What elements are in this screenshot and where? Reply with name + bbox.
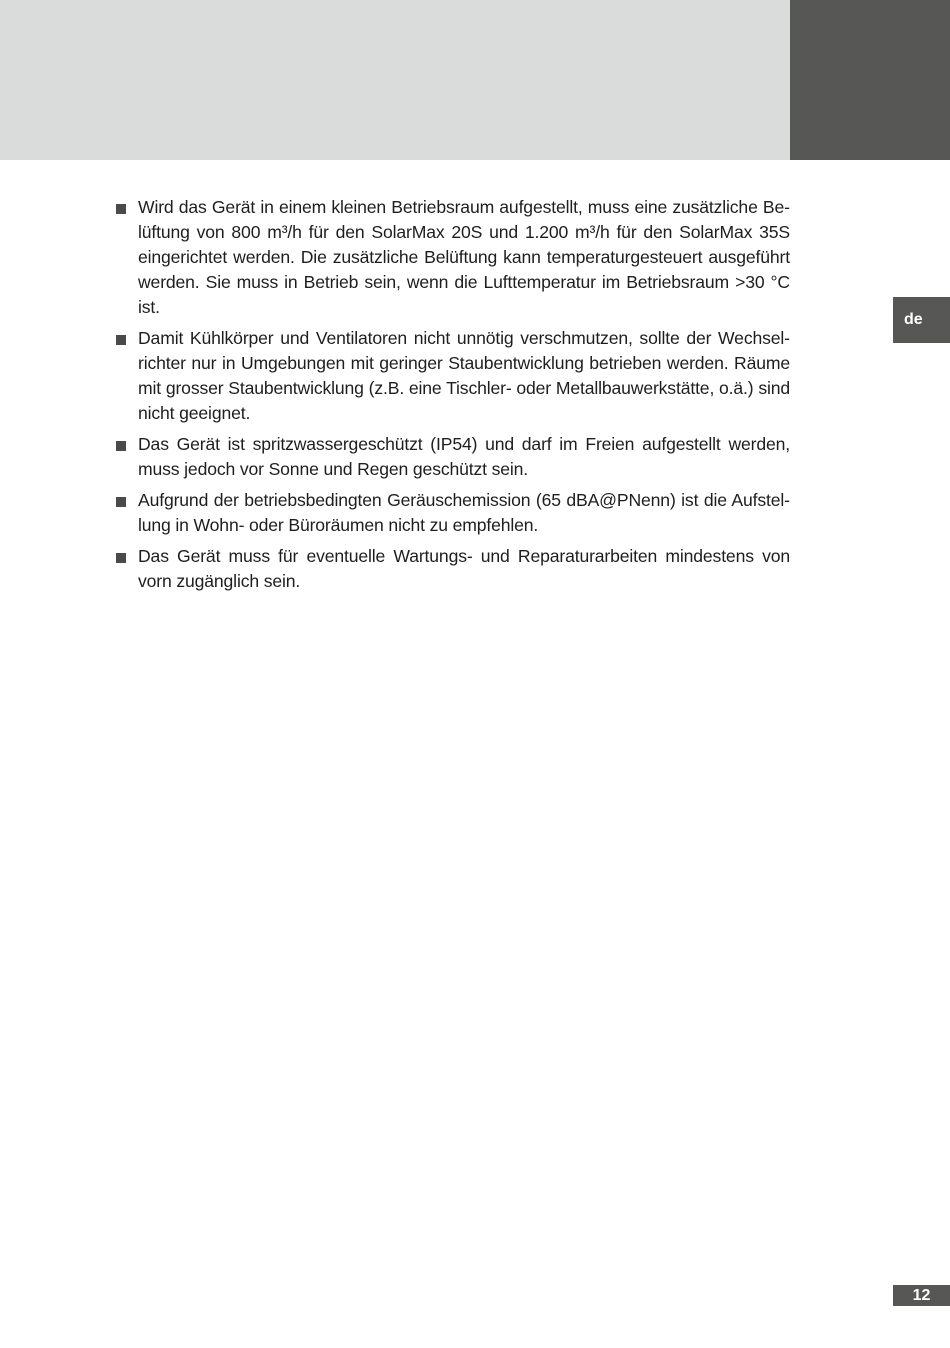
bullet-square-icon (116, 553, 126, 563)
bullet-list (112, 195, 790, 600)
list-item (112, 544, 790, 594)
list-item (112, 432, 790, 482)
page-number: 12 (893, 1285, 950, 1306)
bullet-square-icon (116, 204, 126, 214)
bullet-square-icon (116, 497, 126, 507)
list-item-text: Das Gerät muss für eventuelle Wartungs- und Reparaturarbeiten mindestens von vorn zugänglich sein. (138, 546, 790, 591)
list-item-text: Das Gerät ist spritzwassergeschützt (IP54) und darf im Freien aufgestellt werden, muss jedoch vor Sonne und Regen geschützt sein. (138, 434, 790, 479)
header-band (0, 0, 790, 160)
list-item (112, 195, 790, 320)
list-item-text: Aufgrund der betriebsbedingten Geräuschemission (65 dBA@PNenn) ist die Aufstellung in Wohn- oder Büroräumen nicht zu empfehlen. (138, 490, 790, 535)
list-item-text: Wird das Gerät in einem kleinen Betriebsraum aufgestellt, muss eine zusätzliche Belüftung von 800 m³/h für den SolarMax 20S und 1.200 m³/h für den SolarMax 35S eingerichtet werden. Die zusätzliche Belüftung kann temperaturgesteuert ausgeführt werden. Sie muss in Betrieb sein, wenn die Lufttemperatur im Betriebsraum >30 °C ist. (138, 197, 790, 317)
list-item (112, 488, 790, 538)
header-corner-block (790, 0, 950, 160)
language-tab[interactable]: de (893, 297, 950, 343)
list-item (112, 326, 790, 426)
list-item-text: Damit Kühlkörper und Ventilatoren nicht unnötig verschmutzen, sollte der Wechselrichter nur in Umgebungen mit geringer Staubentwicklung betrieben werden. Räume mit grosser Staubentwicklung (z.B. eine Tischler- oder Metallbauwerkstätte, o.ä.) sind nicht geeignet. (138, 328, 790, 423)
bullet-square-icon (116, 335, 126, 345)
bullet-square-icon (116, 441, 126, 451)
